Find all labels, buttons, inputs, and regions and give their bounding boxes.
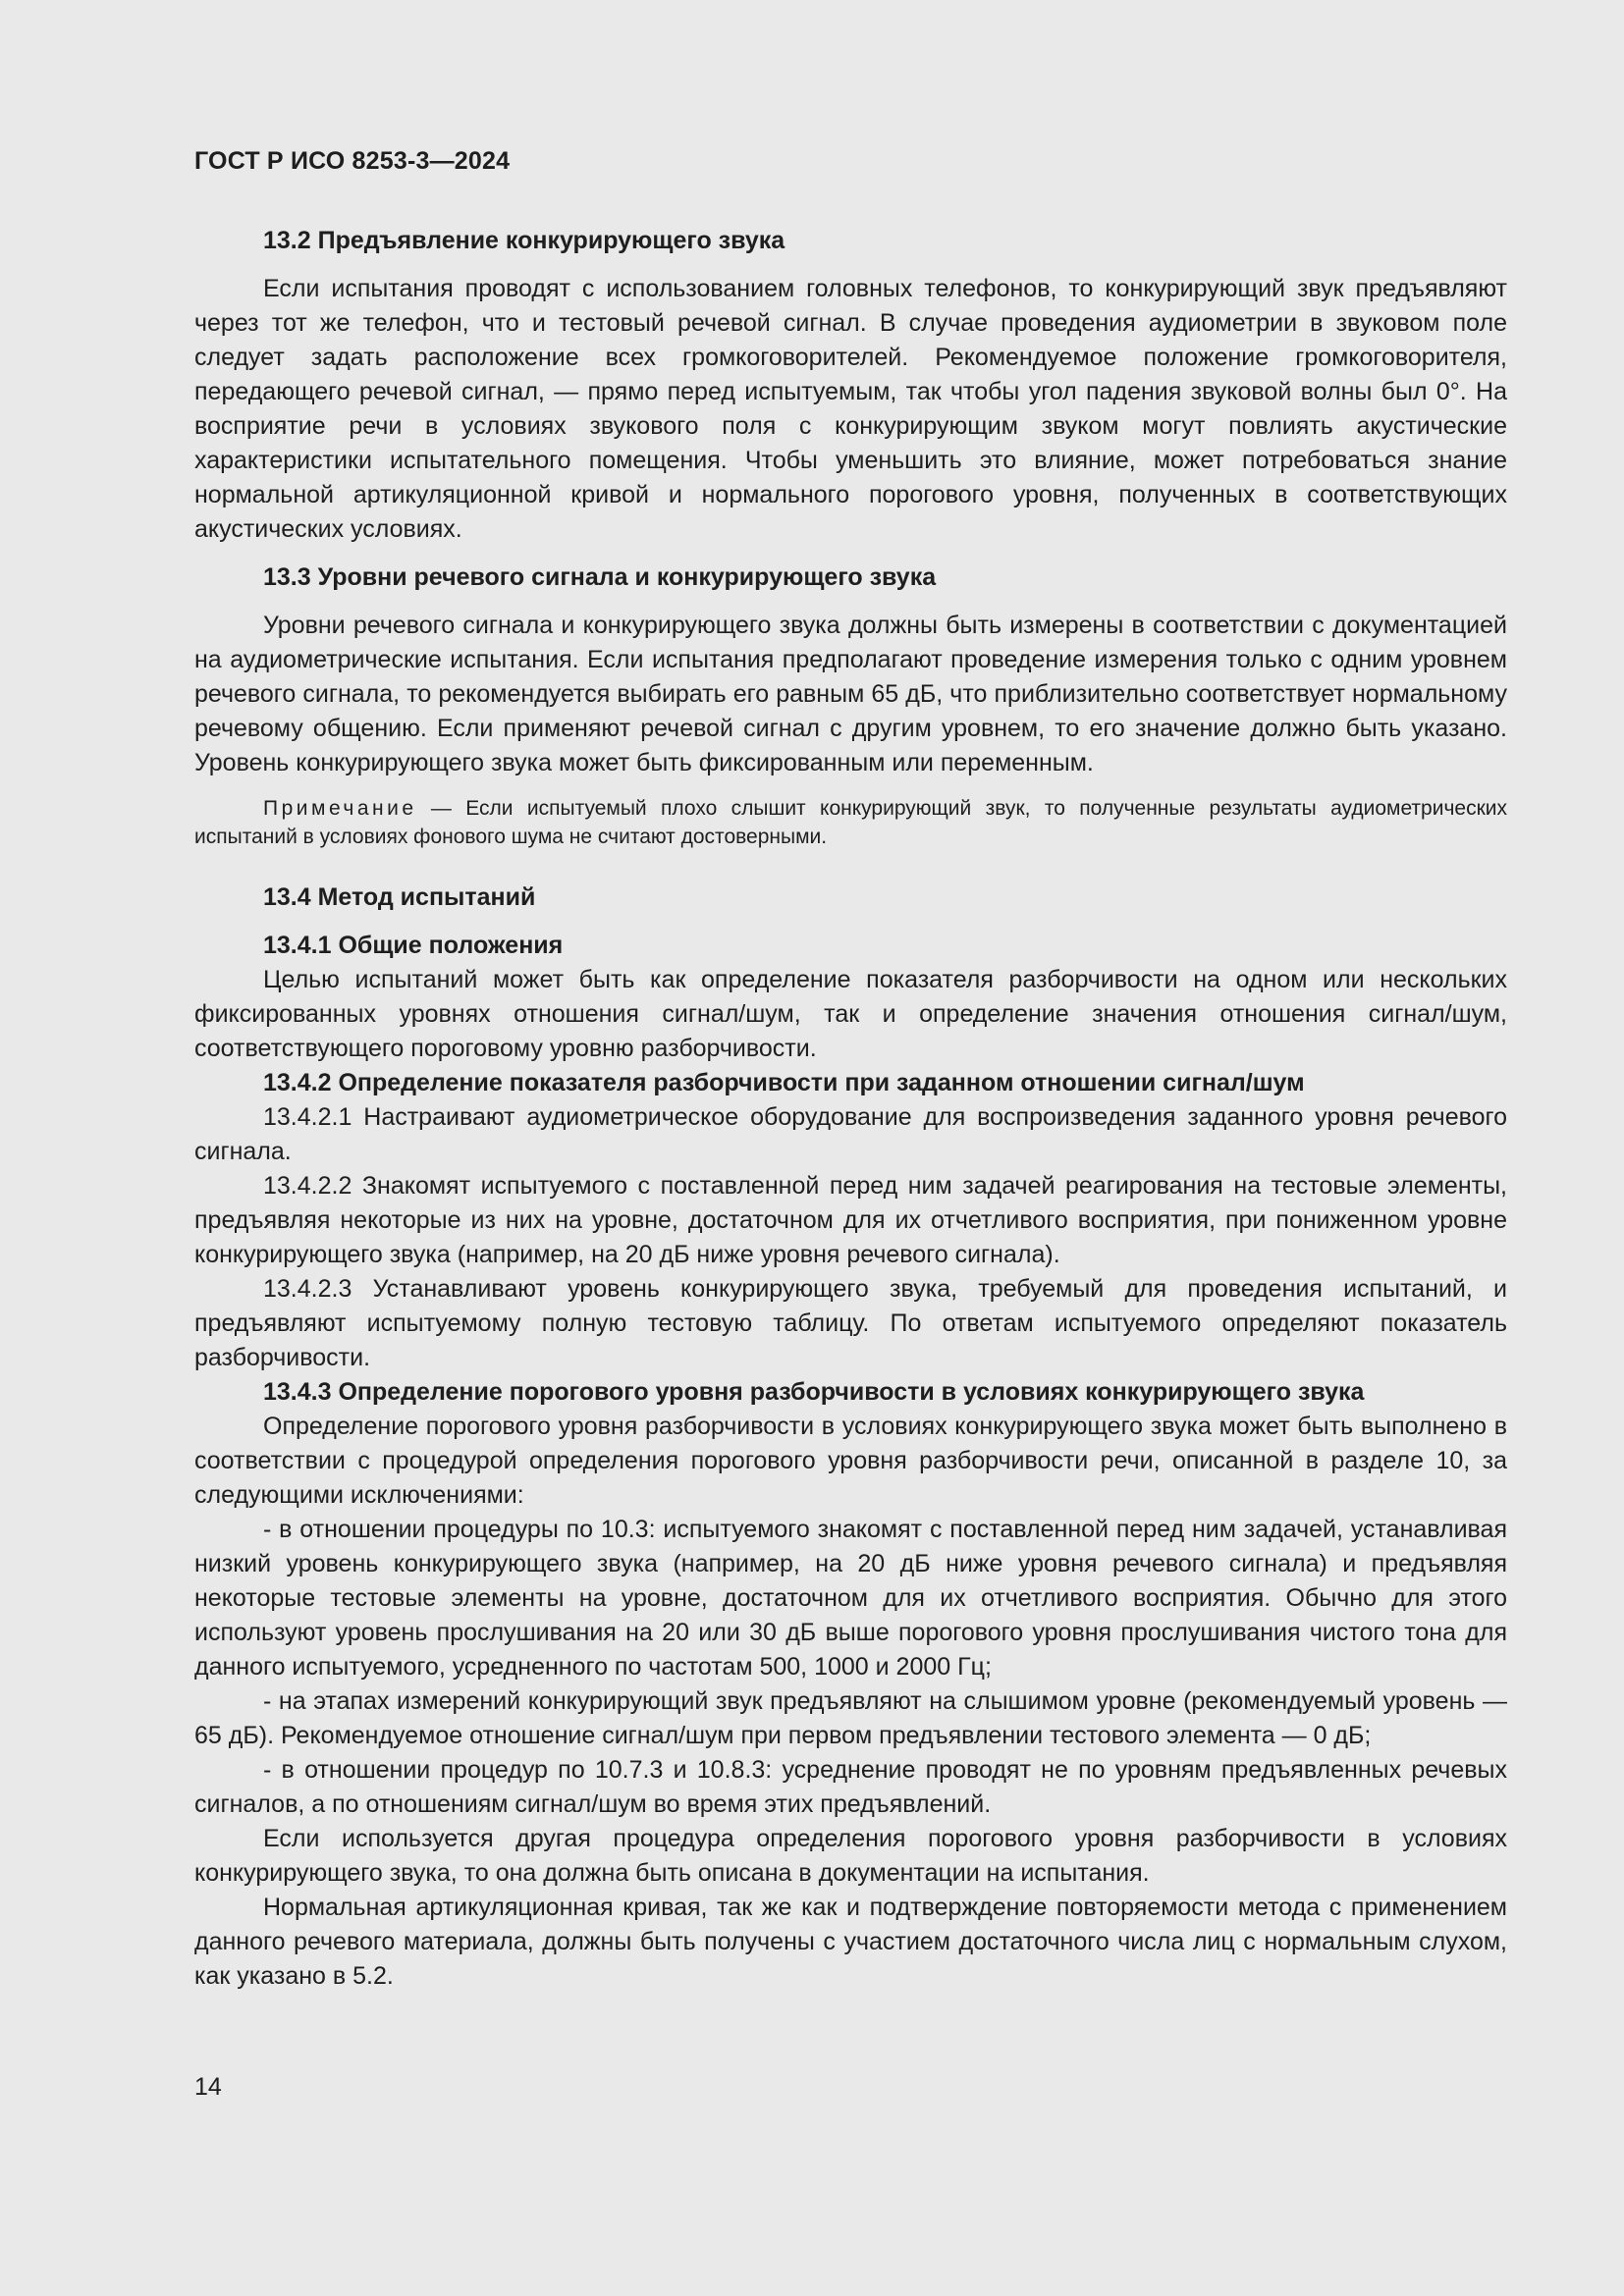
note-paragraph <box>194 794 1507 851</box>
subsection-13-4-1-heading: 13.4.1 Общие положения <box>263 932 564 959</box>
exception-list-item: - на этапах измерений конкурирующий звук предъявляют на слышимом уровне (рекомендуемый уровень — 65 дБ). Рекомендуемое отношение сигнал/шум при первом предъявлении тестового элемента — 0 дБ; <box>194 1687 1507 1749</box>
subsection-13-4-3-paragraph: Определение порогового уровня разборчивости в условиях конкурирующего звука может быть выполнено в соответствии с процедурой определения порогового уровня разборчивости речи, описанной в разделе 10, за следующими исключениями: <box>194 1413 1507 1509</box>
document-code-header: ГОСТ Р ИСО 8253-3—2024 <box>194 147 511 175</box>
exception-list-item: - в отношении процедуры по 10.3: испытуемого знакомят с поставленной перед ним задачей, устанавливая низкий уровень конкурирующего звука (например, на 20 дБ ниже уровня речевого сигнала) и предъявляя некоторые тестовые элементы на уровне, достаточном для их отчетливого восприятия. Обычно для этого используют уровень прослушивания на 20 или 30 дБ выше порогового уровня прослушивания чистого тона для данного испытуемого, усредненного по частотам 500, 1000 и 2000 Гц; <box>194 1516 1507 1681</box>
other-procedure-paragraph: Если используется другая процедура определения порогового уровня разборчивости в условиях конкурирующего звука, то она должна быть описана в документации на испытания. <box>194 1825 1507 1887</box>
item-13-4-2-3: 13.4.2.3 Устанавливают уровень конкурирующего звука, требуемый для проведения испытаний, и предъявляют испытуемому полную тестовую таблицу. По ответам испытуемого определяют показатель разборчивости. <box>194 1275 1507 1371</box>
page-number: 14 <box>194 2073 222 2101</box>
section-13-3-paragraph: Уровни речевого сигнала и конкурирующего звука должны быть измерены в соответствии с документацией на аудиометрические испытания. Если испытания предполагают проведение измерения только с одним уровнем речевого сигнала, то рекомендуется выбирать его равным 65 дБ, что приблизительно соответствует нормальному речевому общению. Если применяют речевой сигнал с другим уровнем, то его значение должно быть указано. Уровень конкурирующего звука может быть фиксированным или переменным. <box>194 612 1507 776</box>
section-13-3-heading: 13.3 Уровни речевого сигнала и конкурирующего звука <box>263 563 937 591</box>
note-text: — Если испытуемый плохо слышит конкурирующий звук, то полученные результаты аудиометрических испытаний в условиях фонового шума не считают достоверными. <box>194 797 1507 848</box>
item-13-4-2-2: 13.4.2.2 Знакомят испытуемого с поставленной перед ним задачей реагирования на тестовые элементы, предъявляя некоторые из них на уровне, достаточном для их отчетливого восприятия, при пониженном уровне конкурирующего звука (например, на 20 дБ ниже уровня речевого сигнала). <box>194 1172 1507 1268</box>
subsection-13-4-3-heading: 13.4.3 Определение порогового уровня разборчивости в условиях конкурирующего звука <box>263 1378 1365 1406</box>
exception-list-item: - в отношении процедур по 10.7.3 и 10.8.3: усреднение проводят не по уровням предъявленных речевых сигналов, а по отношениям сигнал/шум во время этих предъявлений. <box>194 1756 1507 1818</box>
section-13-2-heading: 13.2 Предъявление конкурирующего звука <box>263 227 785 254</box>
item-13-4-2-1: 13.4.2.1 Настраивают аудиометрическое оборудование для воспроизведения заданного уровня речевого сигнала. <box>194 1103 1507 1165</box>
subsection-13-4-2-heading: 13.4.2 Определение показателя разборчивости при заданном отношении сигнал/шум <box>263 1069 1305 1096</box>
section-13-4-heading: 13.4 Метод испытаний <box>263 883 536 911</box>
note-label: Примечание <box>263 797 417 820</box>
document-body <box>194 224 1507 1994</box>
section-13-2-paragraph: Если испытания проводят с использованием головных телефонов, то конкурирующий звук предъявляют через тот же телефон, что и тестовый речевой сигнал. В случае проведения аудиометрии в звуковом поле следует задать расположение всех громкоговорителей. Рекомендуемое положение громкоговорителя, передающего речевой сигнал, — прямо перед испытуемым, так чтобы угол падения звуковой волны был 0°. На восприятие речи в условиях звукового поля с конкурирующим звуком могут повлиять акустические характеристики испытательного помещения. Чтобы уменьшить это влияние, может потребоваться знание нормальной артикуляционной кривой и нормального порогового уровня, полученных в соответствующих акустических условиях. <box>194 275 1507 543</box>
normal-curve-paragraph: Нормальная артикуляционная кривая, так же как и подтверждение повторяемости метода с применением данного речевого материала, должны быть получены с участием достаточного числа лиц с нормальным слухом, как указано в 5.2. <box>194 1894 1507 1990</box>
subsection-13-4-1-paragraph: Целью испытаний может быть как определение показателя разборчивости на одном или нескольких фиксированных уровнях отношения сигнал/шум, так и определение значения отношения сигнал/шум, соответствующего пороговому уровню разборчивости. <box>194 966 1507 1062</box>
